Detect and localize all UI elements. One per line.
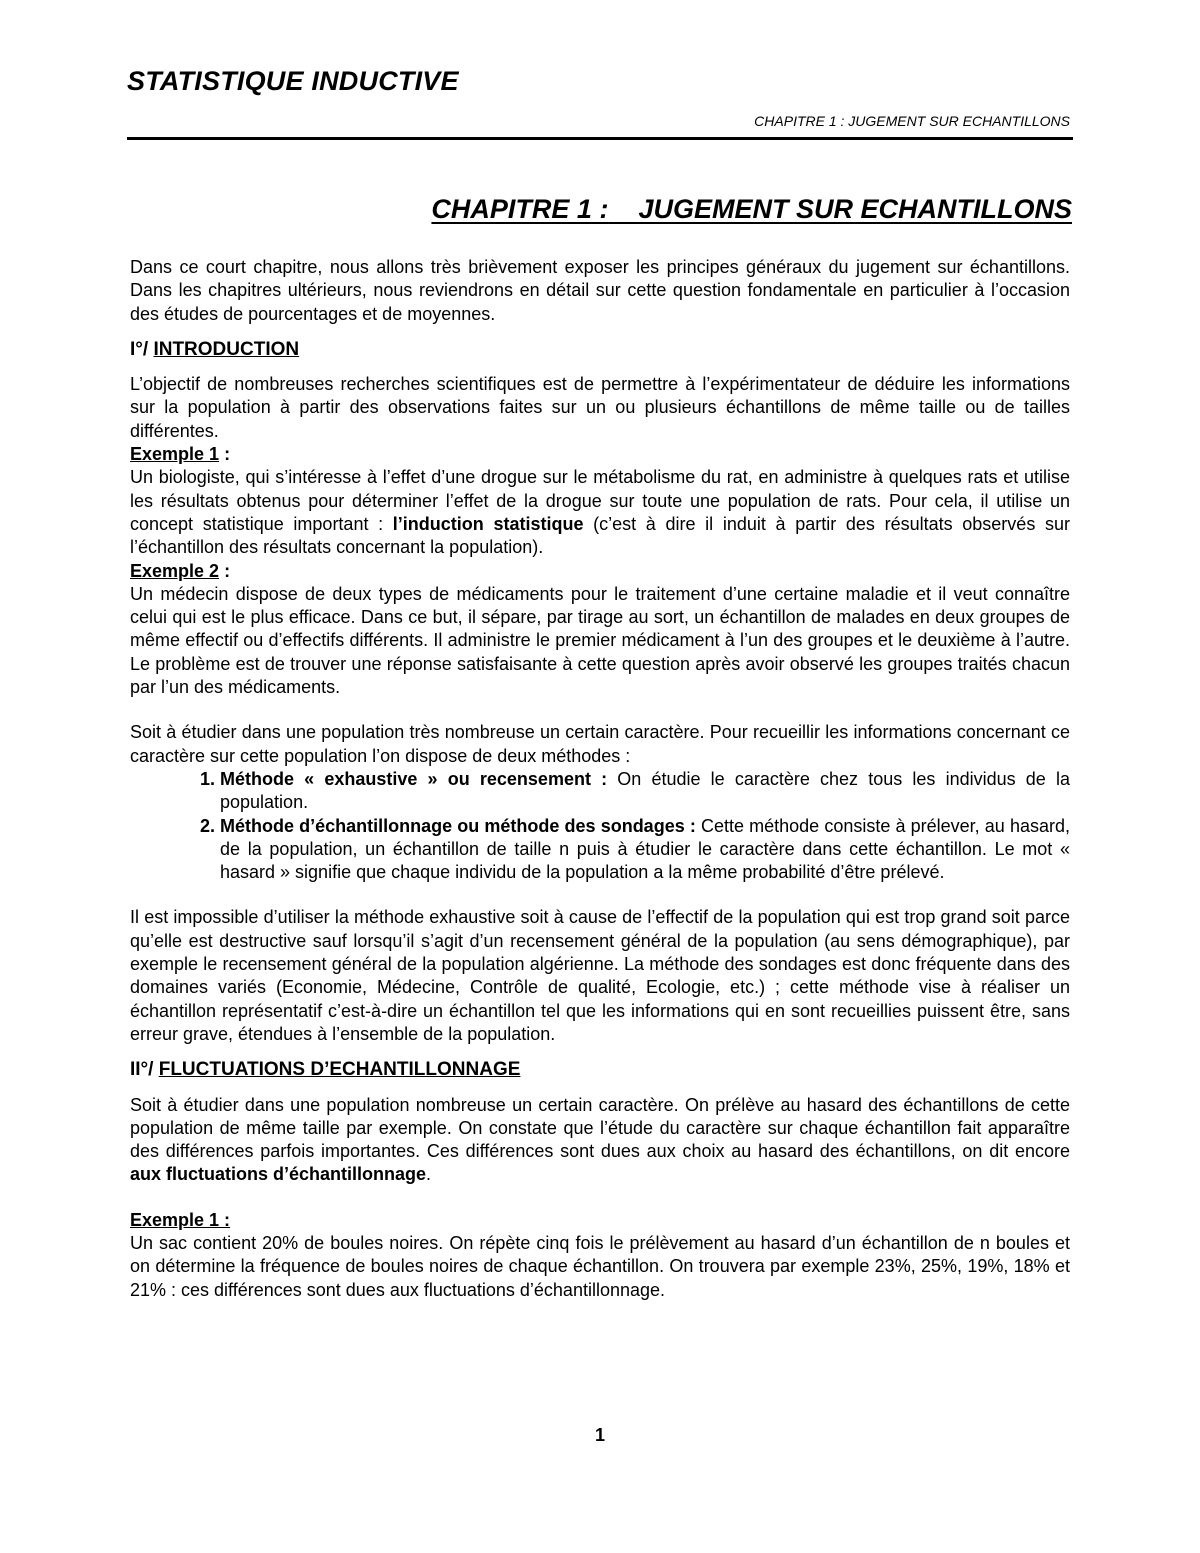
document-body [130, 256, 1070, 1302]
example-paragraph: Un sac contient 20% de boules noires. On répète cinq fois le prélèvement au hasard d’un échantillon de n boules et on détermine la fréquence de boules noires de chaque échantillon. On trouvera par exemple 23%, 25%, 19%, 18% et 21% : ces différences sont dues aux fluctuations d’échantillonnage. [130, 1232, 1070, 1300]
example-label: Exemple 1 [130, 444, 220, 465]
list-item: 1. Méthode « exhaustive » ou recensement : On étudie le caractère chez tous les individus de la population. [220, 768, 1070, 815]
page-number: 1 [594, 1425, 605, 1445]
example-label: Exemple 2 [130, 560, 220, 581]
introduction-paragraph: L’objectif de nombreuses recherches scientifiques est de permettre à l’expérimentateur de déduire les informations sur la population à partir des observations faites sur un ou plusieurs échantillons de même taille ou de tailles différentes. [130, 374, 1070, 441]
section-title: FLUCTUATIONS D’ECHANTILLONNAGE [158, 1059, 521, 1081]
chapter-label: CHAPITRE 1 : [431, 194, 609, 224]
bold-term: l’induction statistique [392, 513, 584, 534]
chapter-title-text: JUGEMENT SUR ECHANTILLONS [638, 194, 1072, 224]
fluctuations-paragraph: Soit à étudier dans une population nombreuse un certain caractère. On prélève au hasard des échantillons de cette population de même taille par exemple. On constate que l’étude du caractère sur chaque échantillon fait apparaître des différences parfois importantes. Ces différences sont dues aux choix au hasard des échantillons, on dit encore aux fluctuations d’échantillonnage. [130, 1094, 1070, 1185]
list-item: 2. Méthode d’échantillonnage ou méthode des sondages : Cette méthode consiste à prélever, au hasard, de la population, un échantillon de taille n puis à étudier le caractère dans cette échantillon. Le mot « hasard » signifie que chaque individu de la population a la même probabilité d’être prélevé. [220, 815, 1070, 885]
section-prefix: II°/ [130, 1059, 159, 1081]
example-paragraph: Un biologiste, qui s’intéresse à l’effet d’une drogue sur le métabolisme du rat, en administre à quelques rats et utilise les résultats obtenus pour déterminer l’effet de la drogue sur toute une population de rats. Pour cela, il utilise un concept statistique important : l’induction statistique (c’est à dire il induit à partir des résultats observés sur l’échantillon des résultats concernant la population). [130, 467, 1070, 558]
chapter-heading [431, 194, 1072, 225]
example-heading: Exemple 2 : [130, 560, 231, 581]
running-header: CHAPITRE 1 : JUGEMENT SUR ECHANTILLONS [754, 113, 1070, 129]
example-label: Exemple 1 : [130, 1209, 231, 1230]
methods-list [130, 768, 1070, 884]
example-heading [130, 1209, 1070, 1232]
document-title: STATISTIQUE INDUCTIVE [127, 66, 459, 96]
section-heading-introduction [130, 338, 1070, 361]
header-divider [127, 137, 1073, 140]
bold-term: aux fluctuations d’échantillonnage [130, 1164, 427, 1185]
intro-paragraph: Dans ce court chapitre, nous allons très brièvement exposer les principes généraux du jugement sur échantillons. Dans les chapitres ultérieurs, nous reviendrons en détail sur cette question fondamentale en particulier à l’occasion des études de pourcentages et de moyennes. [130, 257, 1070, 324]
methods-intro-paragraph: Soit à étudier dans une population très nombreuse un certain caractère. Pour recueillir les informations concernant ce caractère sur cette population l’on dispose de deux méthodes : [130, 722, 1070, 766]
example-heading: Exemple 1 : [130, 444, 231, 465]
section-title: INTRODUCTION [153, 338, 300, 360]
example-paragraph: Un médecin dispose de deux types de médicaments pour le traitement d’une certaine maladie et il veut connaître celui qui est le plus efficace. Dans ce but, il sépare, par tirage au sort, un échantillon de malades en deux groupes de même effectif ou d’effectifs différents. Il administre le premier médicament à l’un des groupes et le deuxième à l’autre. Le problème est de trouver une réponse satisfaisante à cette question après avoir observé les groupes traités chacun par l’un des médicaments. [130, 583, 1070, 698]
closing-paragraph: Il est impossible d’utiliser la méthode exhaustive soit à cause de l’effectif de la population qui est trop grand soit parce qu’elle est destructive sauf lorsqu’il s’agit d’un recensement général de la population (au sens démographique), par exemple le recensement général de la population algérienne. La méthode des sondages est donc fréquente dans des domaines variés (Economie, Médecine, Contrôle de qualité, Ecologie, etc.) ; cette méthode vise à réaliser un échantillon représentatif c’est-à-dire un échantillon tel que les informations qui en sont recueillies puissent être, sans erreur grave, étendues à l’ensemble de la population. [130, 907, 1070, 1044]
section-prefix: I°/ [130, 338, 154, 360]
section-heading-fluctuations [130, 1058, 1070, 1081]
